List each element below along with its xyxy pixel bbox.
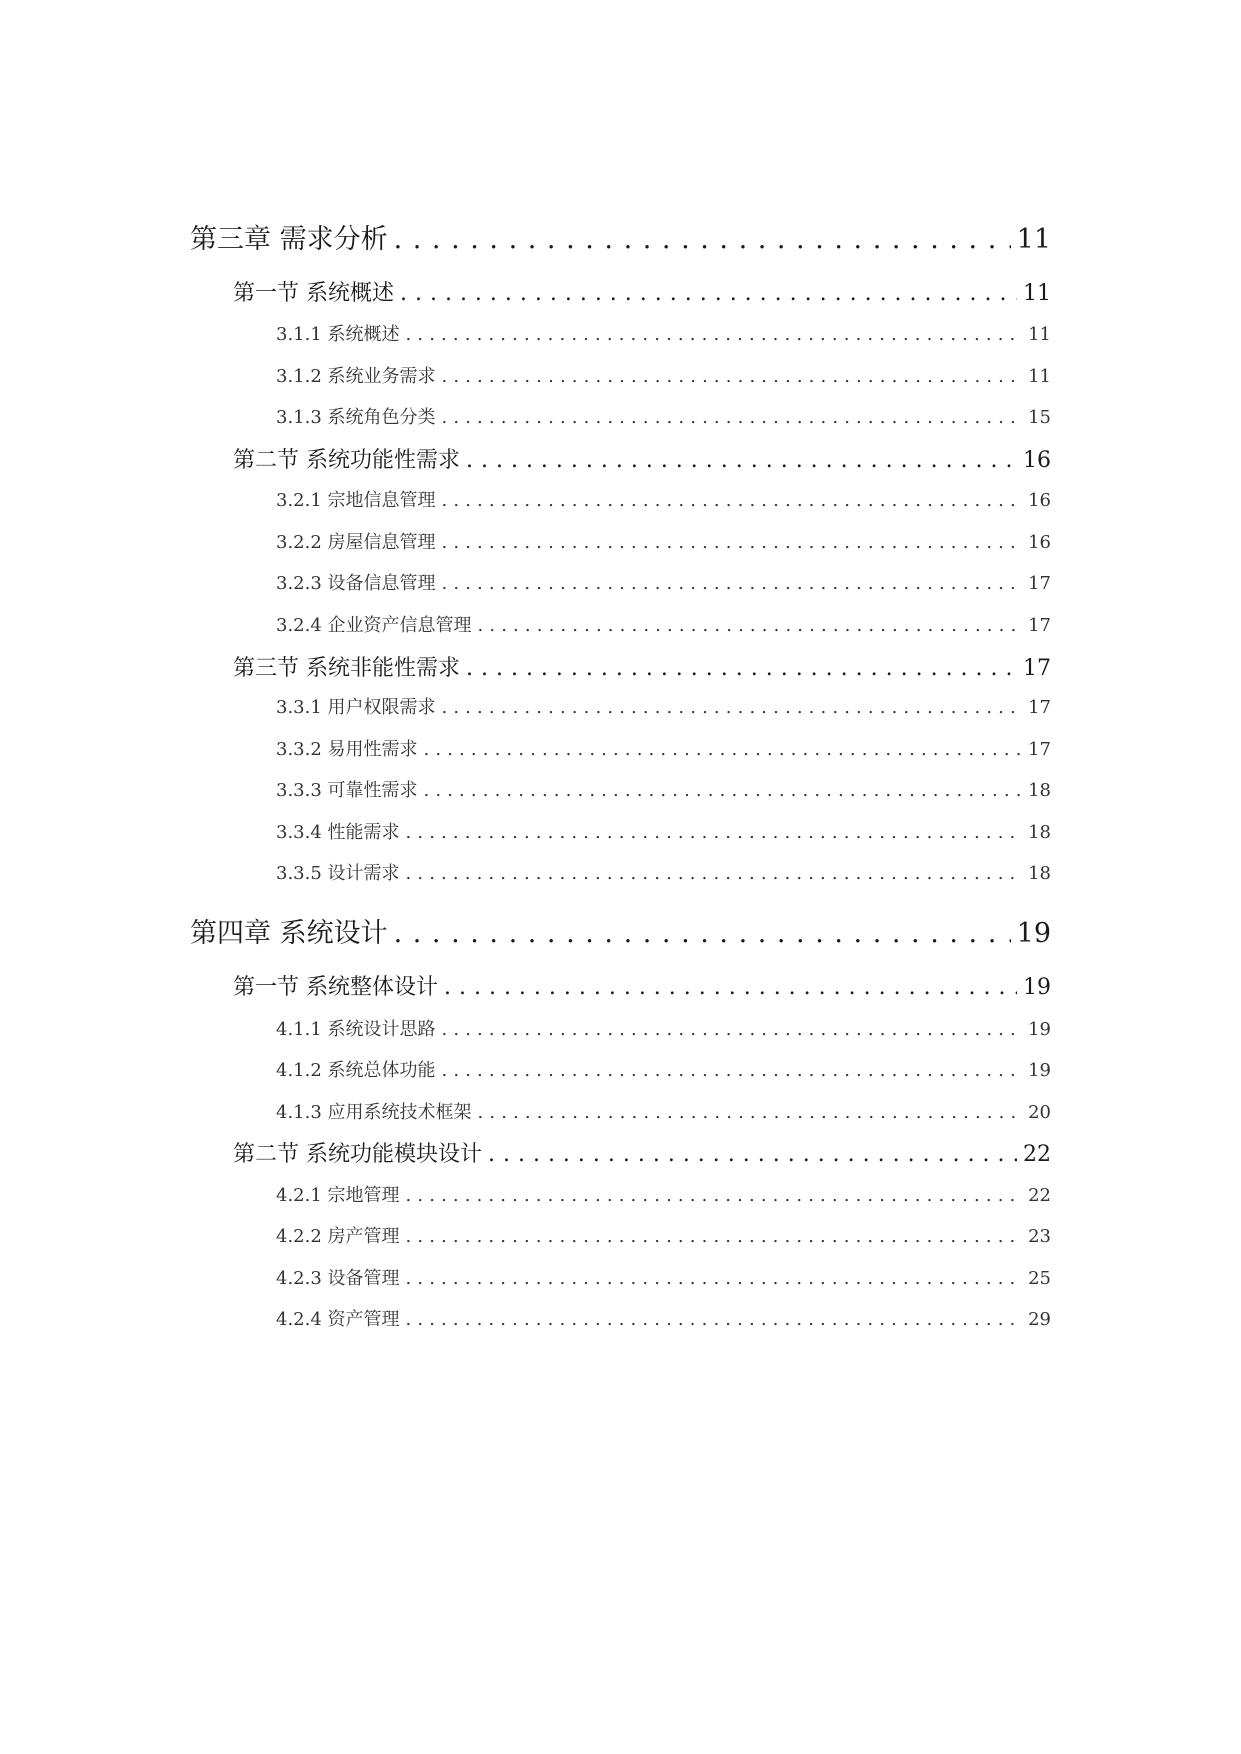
toc-page-number: 11 — [1028, 324, 1051, 345]
toc-entry-subsection[interactable] — [276, 528, 1051, 554]
toc-dot-leader — [406, 863, 1023, 884]
toc-entry-subsection[interactable] — [276, 1264, 1051, 1290]
toc-page-number: 16 — [1023, 448, 1051, 473]
toc-dot-leader — [466, 656, 1017, 681]
toc-page-number: 18 — [1028, 863, 1051, 884]
toc-entry-label: 第一节 系统概述 — [233, 281, 394, 306]
toc-entry-label: 3.1.1 系统概述 — [276, 324, 400, 345]
toc-entry-label: 第二节 系统功能模块设计 — [233, 1142, 482, 1167]
toc-entry-label: 3.2.2 房屋信息管理 — [276, 532, 436, 553]
toc-entry-chapter[interactable] — [190, 217, 1051, 256]
toc-entry-subsection[interactable] — [276, 735, 1051, 761]
toc-entry-label: 第四章 系统设计 — [190, 918, 388, 949]
toc-dot-leader — [444, 975, 1017, 1000]
toc-entry-section[interactable] — [233, 651, 1051, 682]
toc-entry-subsection[interactable] — [276, 1305, 1051, 1331]
toc-dot-leader — [442, 490, 1023, 511]
toc-entry-label: 3.3.3 可靠性需求 — [276, 780, 418, 801]
toc-entry-section[interactable] — [233, 443, 1051, 474]
toc-dot-leader — [406, 324, 1023, 345]
toc-entry-subsection[interactable] — [276, 1222, 1051, 1248]
toc-page-number: 29 — [1028, 1309, 1051, 1330]
toc-page-number: 11 — [1023, 281, 1051, 306]
toc-entry-subsection[interactable] — [276, 569, 1051, 595]
toc-dot-leader — [442, 573, 1023, 594]
toc-entry-label: 3.2.3 设备信息管理 — [276, 573, 436, 594]
toc-entry-label: 4.1.2 系统总体功能 — [276, 1060, 436, 1081]
toc-page-number: 25 — [1028, 1268, 1051, 1289]
toc-page-number: 15 — [1028, 407, 1051, 428]
toc-entry-subsection[interactable] — [276, 1098, 1051, 1124]
toc-entry-label: 4.2.1 宗地管理 — [276, 1185, 400, 1206]
toc-dot-leader — [424, 739, 1023, 760]
toc-entry-label: 3.2.1 宗地信息管理 — [276, 490, 436, 511]
toc-dot-leader — [406, 1185, 1023, 1206]
toc-entry-label: 3.1.3 系统角色分类 — [276, 407, 436, 428]
toc-dot-leader — [466, 448, 1017, 473]
toc-entry-label: 3.1.2 系统业务需求 — [276, 366, 436, 387]
toc-dot-leader — [442, 532, 1023, 553]
toc-page-number: 11 — [1016, 224, 1051, 255]
toc-page-number: 20 — [1028, 1102, 1051, 1123]
toc-entry-label: 4.2.4 资产管理 — [276, 1309, 400, 1330]
toc-dot-leader — [442, 1060, 1023, 1081]
toc-entry-label: 第三章 需求分析 — [190, 224, 388, 255]
toc-entry-section[interactable] — [233, 1137, 1051, 1168]
toc-entry-subsection[interactable] — [276, 1181, 1051, 1207]
toc-entry-subsection[interactable] — [276, 403, 1051, 429]
toc-entry-subsection[interactable] — [276, 320, 1051, 346]
toc-page-number: 22 — [1028, 1185, 1051, 1206]
toc-entry-label: 第二节 系统功能性需求 — [233, 448, 460, 473]
toc-dot-leader — [394, 918, 1011, 949]
toc-page-number: 17 — [1028, 615, 1051, 636]
toc-page-number: 11 — [1028, 366, 1051, 387]
toc-entry-label: 4.1.3 应用系统技术框架 — [276, 1102, 472, 1123]
toc-entry-label: 第三节 系统非能性需求 — [233, 656, 460, 681]
toc-page-number: 19 — [1028, 1019, 1051, 1040]
toc-page-number: 23 — [1028, 1226, 1051, 1247]
toc-dot-leader — [478, 1102, 1023, 1123]
toc-entry-subsection[interactable] — [276, 693, 1051, 719]
toc-entry-subsection[interactable] — [276, 362, 1051, 388]
toc-entry-label: 第一节 系统整体设计 — [233, 975, 438, 1000]
toc-entry-chapter[interactable] — [190, 911, 1051, 950]
toc-page-number: 17 — [1023, 656, 1051, 681]
toc-dot-leader — [442, 697, 1023, 718]
toc-dot-leader — [442, 1019, 1023, 1040]
toc-page-number: 19 — [1028, 1060, 1051, 1081]
toc-page-number: 19 — [1016, 918, 1051, 949]
toc-page-number: 22 — [1023, 1142, 1051, 1167]
toc-entry-label: 3.3.1 用户权限需求 — [276, 697, 436, 718]
toc-page-number: 17 — [1028, 573, 1051, 594]
toc-entry-section[interactable] — [233, 970, 1051, 1001]
toc-entry-section[interactable] — [233, 276, 1051, 307]
toc-page-number: 17 — [1028, 697, 1051, 718]
toc-page-number: 18 — [1028, 822, 1051, 843]
toc-page-number: 19 — [1023, 975, 1051, 1000]
toc-entry-label: 3.3.2 易用性需求 — [276, 739, 418, 760]
toc-entry-label: 3.2.4 企业资产信息管理 — [276, 615, 472, 636]
toc-entry-label: 3.3.4 性能需求 — [276, 822, 400, 843]
toc-entry-label: 4.2.2 房产管理 — [276, 1226, 400, 1247]
toc-entry-subsection[interactable] — [276, 611, 1051, 637]
toc-dot-leader — [442, 366, 1023, 387]
toc-dot-leader — [488, 1142, 1017, 1167]
toc-entry-subsection[interactable] — [276, 818, 1051, 844]
toc-entry-subsection[interactable] — [276, 1015, 1051, 1041]
toc-page-number: 17 — [1028, 739, 1051, 760]
toc-page-number: 16 — [1028, 490, 1051, 511]
toc-entry-subsection[interactable] — [276, 1056, 1051, 1082]
toc-entry-subsection[interactable] — [276, 776, 1051, 802]
toc-page-number: 16 — [1028, 532, 1051, 553]
toc-dot-leader — [478, 615, 1023, 636]
toc-dot-leader — [394, 224, 1011, 255]
toc-dot-leader — [406, 1268, 1023, 1289]
toc-dot-leader — [442, 407, 1023, 428]
toc-page-number: 18 — [1028, 780, 1051, 801]
toc-entry-label: 3.3.5 设计需求 — [276, 863, 400, 884]
toc-dot-leader — [406, 822, 1023, 843]
toc-entry-subsection[interactable] — [276, 859, 1051, 885]
toc-entry-subsection[interactable] — [276, 486, 1051, 512]
toc-dot-leader — [400, 281, 1017, 306]
toc-dot-leader — [406, 1309, 1023, 1330]
toc-dot-leader — [424, 780, 1023, 801]
toc-dot-leader — [406, 1226, 1023, 1247]
toc-entry-label: 4.1.1 系统设计思路 — [276, 1019, 436, 1040]
toc-entry-label: 4.2.3 设备管理 — [276, 1268, 400, 1289]
